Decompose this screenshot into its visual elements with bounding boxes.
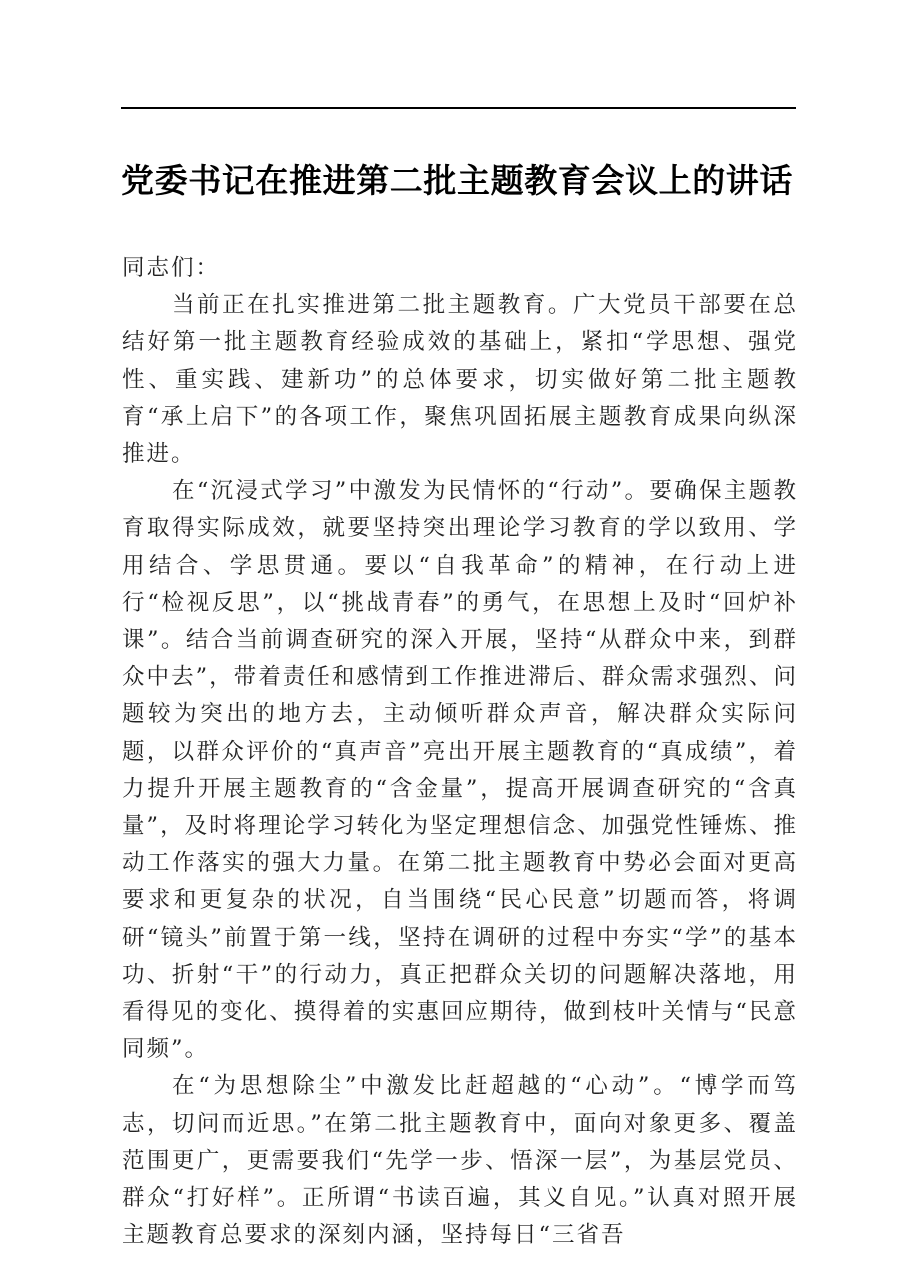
document-body xyxy=(122,250,798,1254)
paragraph-2: 在“沉浸式学习”中激发为民情怀的“行动”。要确保主题教育取得实际成效，就要坚持突出理论学习教育的学以致用、学用结合、学思贯通。要以“自我革命”的精神，在行动上进行“检视反思”，以“挑战青春”的勇气，在思想上及时“回炉补课”。结合当前调查研究的深入开展，坚持“从群众中来，到群众中去”，带着责任和感情到工作推进滞后、群众需求强烈、问题较为突出的地方去，主动倾听群众声音，解决群众实际问题，以群众评价的“真声音”亮出开展主题教育的“真成绩”，着力提升开展主题教育的“含金量”，提高开展调查研究的“含真量”，及时将理论学习转化为坚定理想信念、加强党性锤炼、推动工作落实的强大力量。在第二批主题教育中势必会面对更高要求和更复杂的状况，自当围绕“民心民意”切题而答，将调研“镜头”前置于第一线，坚持在调研的过程中夯实“学”的基本功、折射“干”的行动力，真正把群众关切的问题解决落地，用看得见的变化、摸得着的实惠回应期待，做到枝叶关情与“民意同频”。 xyxy=(122,478,798,1063)
paragraph-1: 当前正在扎实推进第二批主题教育。广大党员干部要在总结好第一批主题教育经验成效的基础上，紧扣“学思想、强党性、重实践、建新功”的总体要求，切实做好第二批主题教育“承上启下”的各项工作，聚焦巩固拓展主题教育成果向纵深推进。 xyxy=(122,292,798,468)
header-rule xyxy=(121,107,796,109)
salutation: 同志们： xyxy=(122,255,221,281)
document-title: 党委书记在推进第二批主题教育会议上的讲话 xyxy=(121,161,793,200)
paragraph-3: 在“为思想除尘”中激发比赶超越的“心动”。“博学而笃志，切问而近思。”在第二批主题教育中，面向对象更多、覆盖范围更广，更需要我们“先学一步、悟深一层”，为基层党员、群众“打好样”。正所谓“书读百遍，其义自见。”认真对照开展主题教育总要求的深刻内涵，坚持每日“三省吾 xyxy=(122,1073,798,1249)
